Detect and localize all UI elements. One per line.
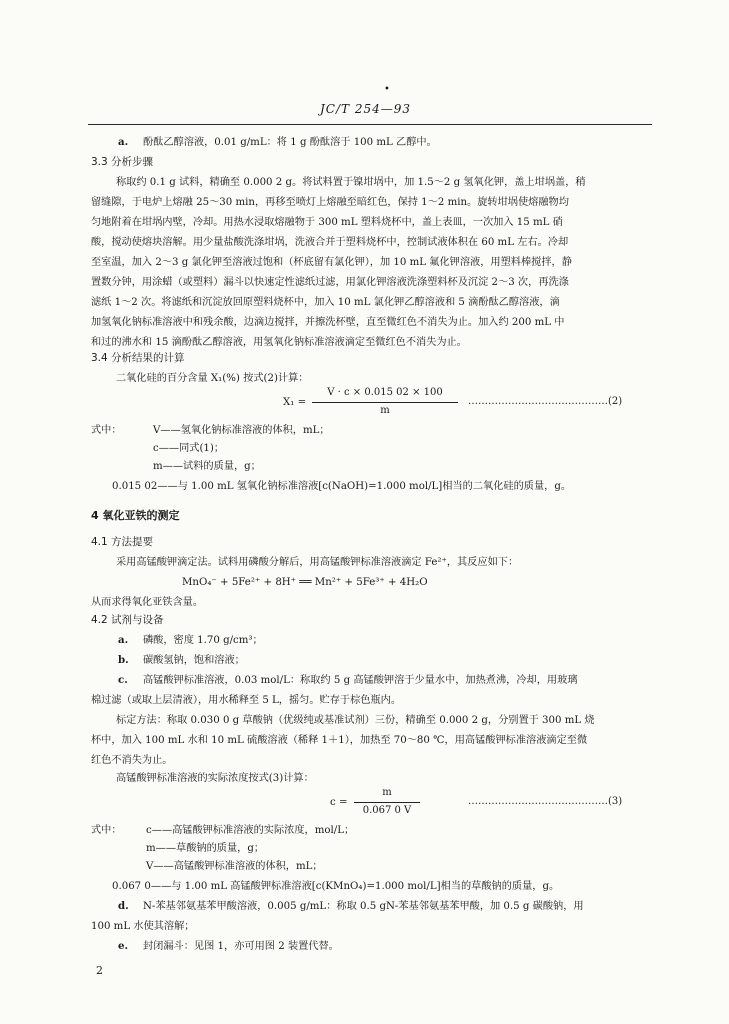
para-3-3-line: 匀地附着在坩埚内壁，冷却。用热水浸取熔融物于 300 mL 塑料烧杯中，盖上表皿，一次加入 15 mL 硝 (91, 217, 563, 228)
calibration-line: 红色不消失为止。 (91, 755, 173, 766)
para-3-3-line: 置数分钟，用涂蜡（或塑料）漏斗以快速定性滤纸过滤，用氯化钾溶液洗涤塑料杯及沉淀 2～3 次，再洗涤 (91, 277, 569, 288)
para-3-3-line: 称取约 0.1 g 试料，精确至 0.000 2 g。将试料置于镍坩埚中，加 1.5～2 g 氢氧化钾，盖上坩埚盖，稍 (116, 177, 586, 188)
para-3-3-line: 留缝隙，于电炉上熔融 25～30 min，再移至喷灯上熔融至暗红色，保持 1～2 min。旋转坩埚使熔融物均 (91, 197, 569, 208)
where2-last: 0.015 02——与 1.00 mL 氢氧化钠标准溶液[c(NaOH)=1.000 mol/L]相当的二氧化硅的质量，g。 (112, 481, 572, 492)
where3-item: V——高锰酸钾标准溶液的体积，mL； (146, 861, 323, 872)
item-e-label: e. (118, 940, 129, 952)
eq3-numerator: m (382, 787, 392, 798)
calibration-line: 标定方法：称取 0.030 0 g 草酸钠（优级纯或基准试剂）三份，精确至 0.000 2 g，分别置于 300 mL 烧 (116, 715, 595, 726)
section-4-1-title: 4.1 方法提要 (91, 536, 154, 548)
para-3-3-line: 加氢氧化钠标准溶液中和残余酸，边滴边搅拌，并擦洗杯壁，直至微红色不消失为止。加入约 200 mL 中 (91, 317, 565, 328)
item-a-label: a. (118, 136, 129, 148)
eq3-denominator: 0.067 0 V (362, 805, 412, 816)
item-a-text: 酚酞乙醇溶液，0.01 g/mL：将 1 g 酚酞溶于 100 mL 乙醇中。 (143, 137, 437, 148)
eq2-lhs: X₁ = (283, 397, 307, 408)
eq3-number: ……………………………………(3) (468, 796, 623, 807)
para-4-1-line1: 采用高锰酸钾滴定法。试料用磷酸分解后，用高锰酸钾标准溶液滴定 Fe²⁺，其反应如下： (116, 557, 519, 568)
eq2-fraction-bar (312, 402, 458, 403)
para-3-3-line: 至室温，加入 2～3 g 氯化钾至溶液过饱和（杯底留有氯化钾），加 10 mL 氟化钾溶液，用塑料棒搅拌，静 (91, 257, 572, 268)
eq2-number: ……………………………………(2) (468, 396, 623, 407)
item-d-line: N-苯基邻氨基苯甲酸溶液，0.005 g/mL：称取 0.5 gN-苯基邻氨基苯甲酸，加 0.5 g 碳酸钠，用 (143, 901, 584, 912)
section-3-4-title: 3.4 分析结果的计算 (91, 352, 185, 364)
header-rule (88, 124, 652, 125)
eq3-fraction-bar (354, 802, 420, 803)
page-number: 2 (96, 964, 103, 977)
item-c-label: c. (118, 674, 128, 686)
para-3-3-line: 酸，搅动使熔块溶解。用少量盐酸洗涤坩埚，洗液合并于塑料烧杯中，控制试液体积在 60 mL 左右。冷却 (91, 237, 569, 248)
where3-last: 0.067 0——与 1.00 mL 高锰酸钾标准溶液[c(KMnO₄)=1.000 mol/L]相当的草酸钠的质量，g。 (112, 881, 560, 892)
item-c-line: 棉过滤（或取上层清液），用水稀释至 5 L，摇匀。贮存于棕色瓶内。 (91, 695, 402, 706)
eq2-intro: 二氧化硅的百分含量 X₁(%) 按式(2)计算： (116, 373, 309, 384)
eq3-lhs: c = (330, 797, 348, 808)
para-3-3-line: 滤纸 1～2 次。将滤纸和沉淀放回原塑料烧杯中，加入 10 mL 氯化钾乙醇溶液和 5 滴酚酞乙醇溶液，滴 (91, 297, 560, 308)
top-mark: • (384, 84, 390, 95)
eq2-numerator: V · c × 0.015 02 × 100 (327, 387, 443, 398)
where2-item: c——同式(1)； (153, 443, 225, 454)
item-b-label: b. (118, 654, 129, 666)
item-a-text: 磷酸，密度 1.70 g/cm³； (143, 635, 263, 646)
calibration-line: 杯中，加入 100 mL 水和 10 mL 硫酸溶液（稀释 1＋1），加热至 70～80 ℃，用高锰酸钾标准溶液滴定至微 (91, 735, 588, 746)
reaction-equation: MnO₄⁻ + 5Fe²⁺ + 8H⁺ ══ Mn²⁺ + 5Fe³⁺ + 4H₂O (182, 577, 428, 588)
item-d-line: 100 mL 水使其溶解； (91, 921, 195, 932)
eq3-intro: 高锰酸钾标准溶液的实际浓度按式(3)计算： (116, 773, 314, 784)
item-a-label: a. (118, 634, 129, 646)
where2-label: 式中： (91, 425, 122, 436)
section-4-2-title: 4.2 试剂与设备 (91, 614, 164, 626)
item-b-text: 碳酸氢钠，饱和溶液； (143, 655, 245, 666)
where3-item: m——草酸钠的质量，g； (146, 843, 265, 854)
where3-label: 式中： (91, 825, 122, 836)
item-e-text: 封闭漏斗：见图 1，亦可用图 2 装置代替。 (143, 941, 339, 952)
where3-item: c——高锰酸钾标准溶液的实际浓度，mol/L； (146, 825, 355, 836)
section-3-3-title: 3.3 分析步骤 (91, 156, 154, 168)
para-4-1-line2: 从而求得氧化亚铁含量。 (91, 597, 204, 608)
standard-code: JC/T 254—93 (320, 102, 412, 116)
where2-item: V——氢氧化钠标准溶液的体积，mL； (153, 425, 330, 436)
section-4-title: 4 氧化亚铁的测定 (91, 509, 180, 522)
para-3-3-line: 和过的沸水和 15 滴酚酞乙醇溶液，用氢氧化钠标准溶液滴定至微红色不消失为止。 (91, 337, 467, 348)
where2-item: m——试料的质量，g； (153, 461, 261, 472)
eq2-denominator: m (380, 405, 390, 416)
item-c-line: 高锰酸钾标准溶液，0.03 mol/L：称取约 5 g 高锰酸钾溶于少量水中，加热煮沸，冷却，用玻璃 (143, 675, 578, 686)
item-d-label: d. (118, 900, 129, 912)
